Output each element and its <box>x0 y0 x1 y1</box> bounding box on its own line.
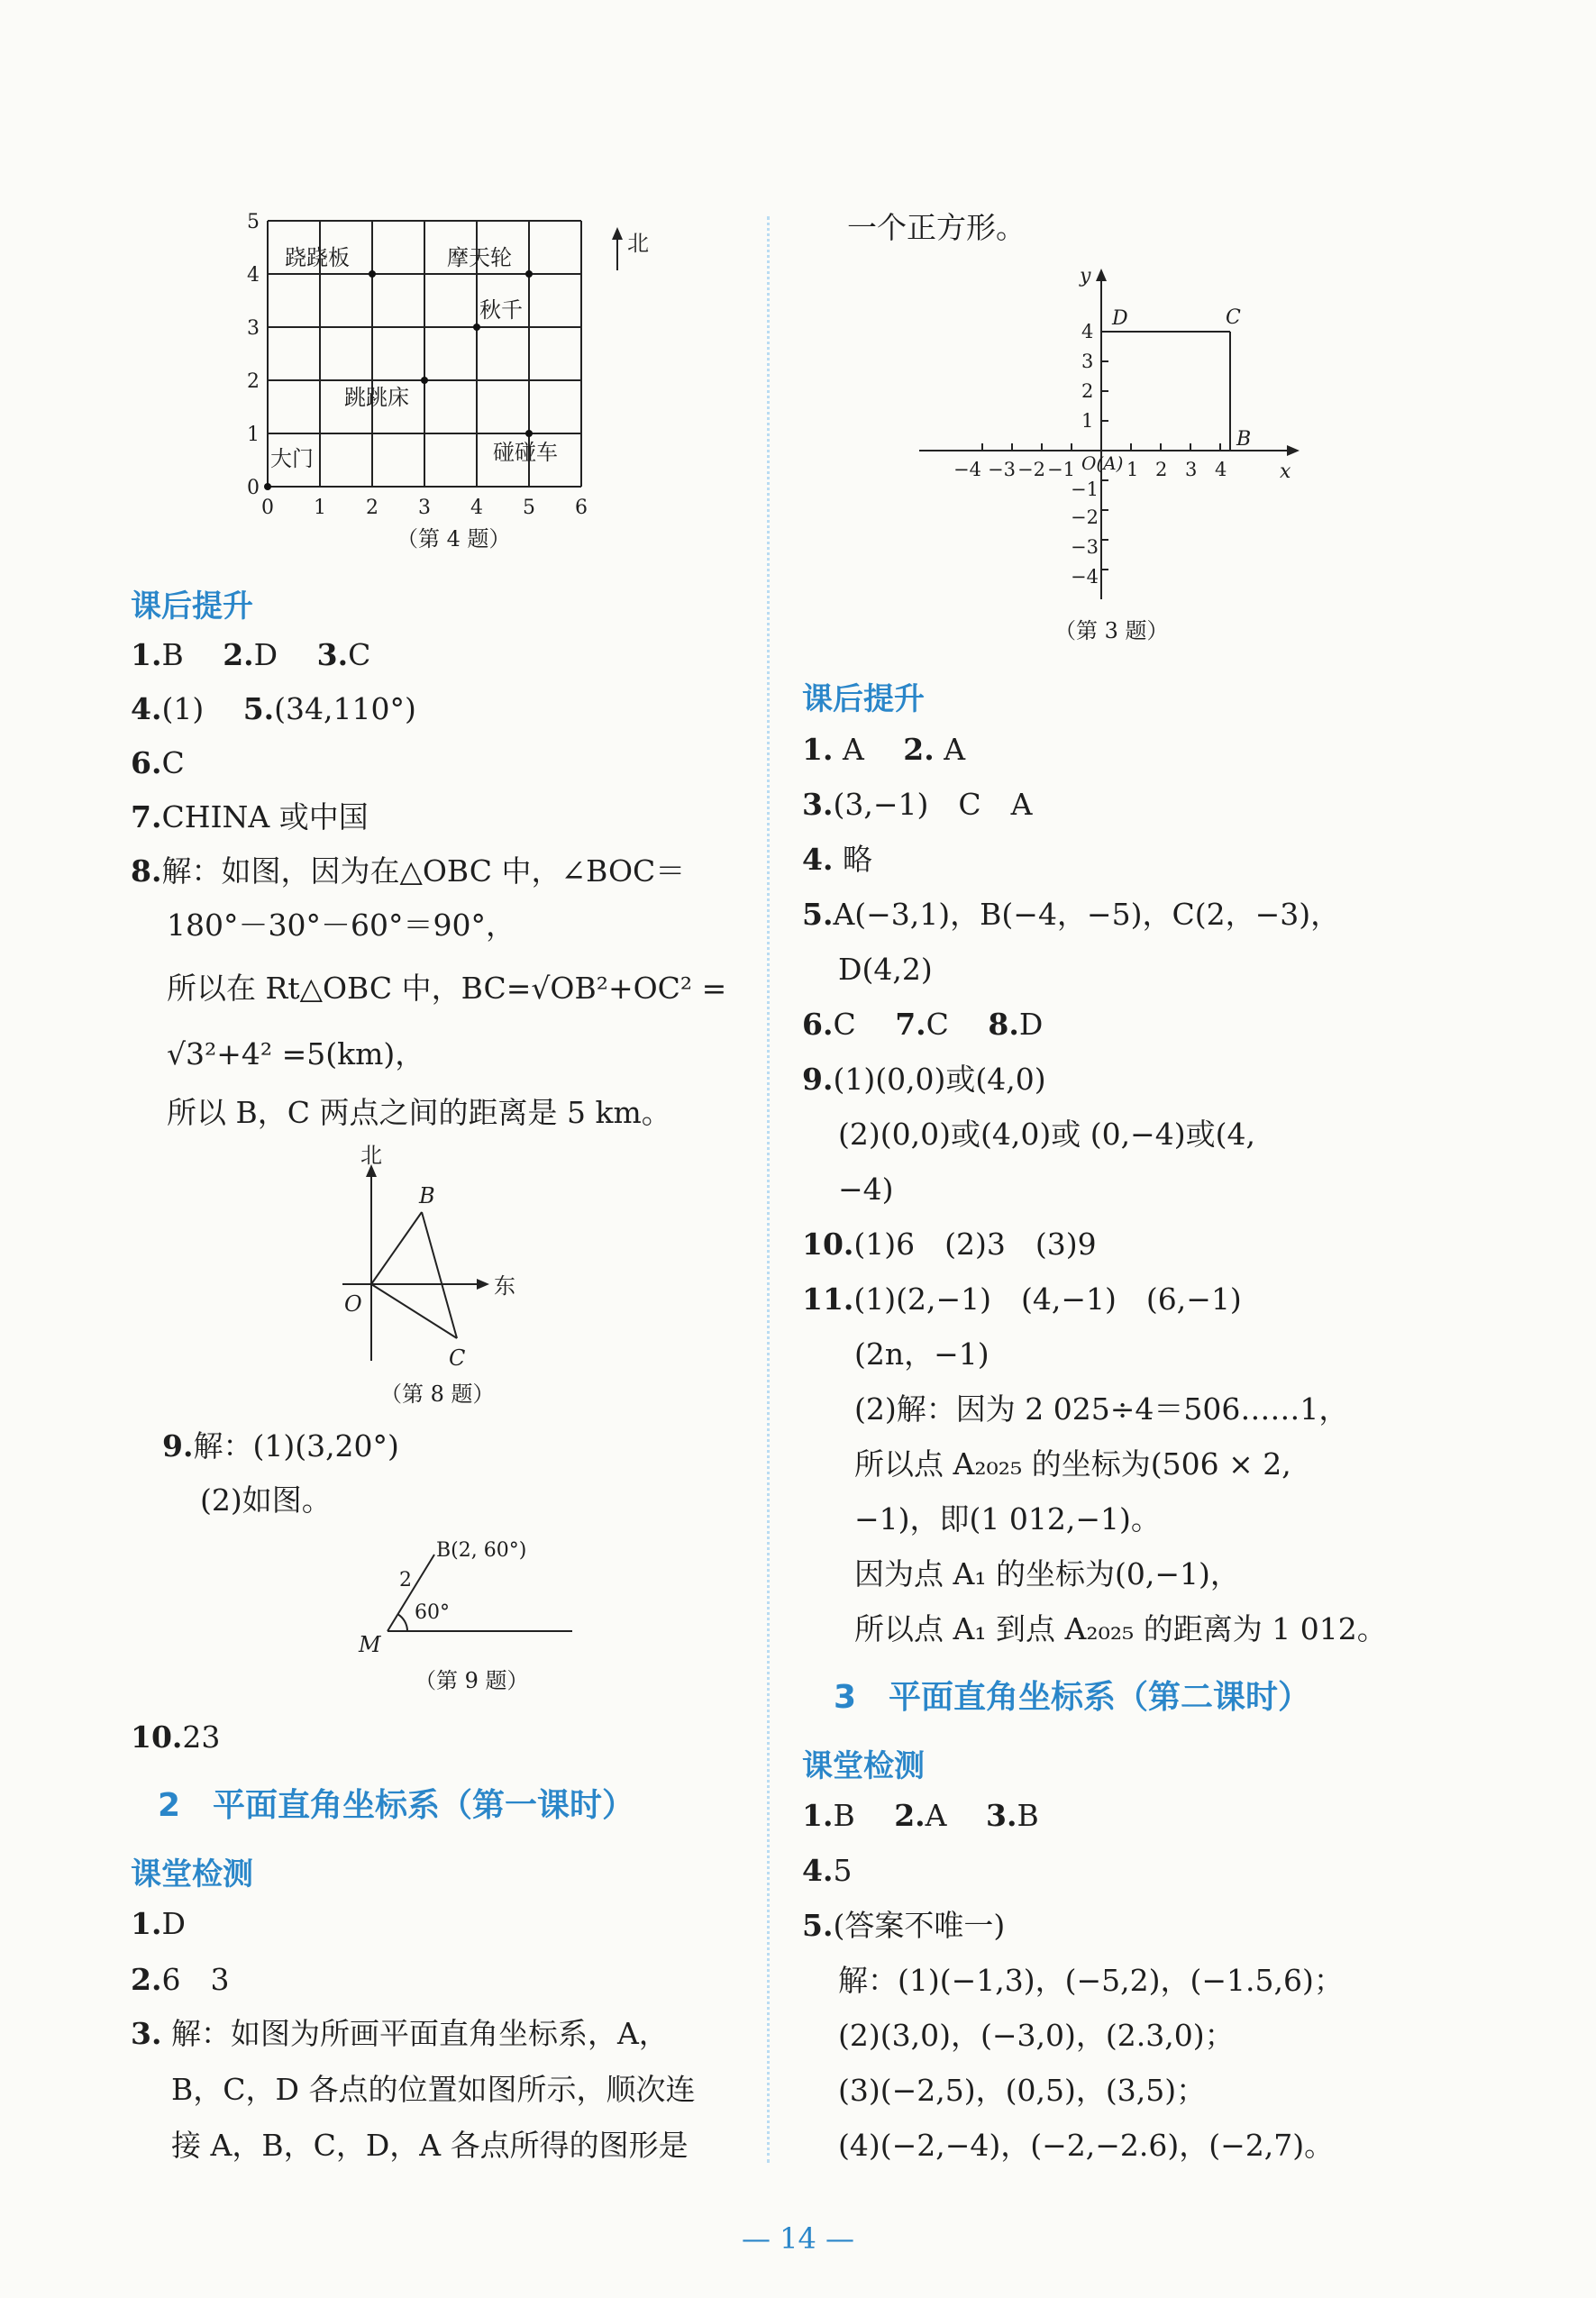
q8-line-5: 所以 B，C 两点之间的距离是 5 km。 <box>167 1095 671 1130</box>
q8-line-3: 所以在 Rt△OBC 中，BC=√OB²+OC² = <box>167 971 727 1006</box>
y-tick: 2 <box>247 370 260 393</box>
y-tick: 1 <box>1081 410 1094 432</box>
r-q11-line7: 所以点 A₁ 到点 A₂₀₂₅ 的距离为 1 012。 <box>854 1611 1387 1646</box>
s2-q1: 1.D <box>131 1906 186 1941</box>
angle-label: 60° <box>415 1601 450 1624</box>
point-swing <box>473 324 480 331</box>
x-tick: −2 <box>1017 459 1045 480</box>
x-axis-label: x <box>1280 461 1291 483</box>
r-q9-line2: (2)(0,0)或(4,0)或 (0,−4)或(4, <box>838 1117 1255 1152</box>
r-q10: 10.(1)6 (2)3 (3)9 <box>802 1227 1097 1262</box>
y-tick: 3 <box>1081 351 1094 372</box>
q10: 10.23 <box>131 1719 221 1755</box>
east-label: 东 <box>494 1273 515 1299</box>
label-c: C <box>449 1345 466 1371</box>
y-axis-label: y <box>1080 265 1091 287</box>
q8-line-4: √3²+4² =5(km)， <box>167 1036 425 1071</box>
figure-q3-coordinate-plane <box>910 257 1307 604</box>
s3-q4: 4.5 <box>802 1853 853 1888</box>
column-divider <box>767 216 770 2163</box>
y-tick: 2 <box>1081 380 1094 402</box>
x-tick: 0 <box>261 497 274 519</box>
r-q11-line5: −1)，即(1 012,−1)。 <box>854 1501 1161 1537</box>
y-tick: −2 <box>1071 506 1099 528</box>
origin-label: O(A) <box>1081 452 1124 474</box>
caption-q4: （第 4 题） <box>397 526 511 552</box>
caption-q9: （第 9 题） <box>415 1668 529 1693</box>
place-seesaw: 跷跷板 <box>285 245 350 270</box>
answer-line-6: 6.C <box>131 745 185 780</box>
figure-q8 <box>333 1144 541 1379</box>
r-q11-line3: (2)解：因为 2 025÷4＝506……1， <box>854 1391 1349 1427</box>
x-tick: 3 <box>418 497 431 519</box>
r-q1-q2: 1. A 2. A <box>802 732 966 767</box>
r-q9-line1: 9.(1)(0,0)或(4,0) <box>802 1062 1046 1097</box>
r-q5-line1: 5.A(−3,1)，B(−4，−5)，C(2，−3)， <box>802 897 1341 932</box>
r-q6-q8: 6.C 7.C 8.D <box>802 1007 1044 1042</box>
heading-after-class-right: 课后提升 <box>802 681 925 717</box>
y-tick: 0 <box>247 477 260 499</box>
y-tick: 3 <box>247 317 260 340</box>
y-tick: 4 <box>247 264 260 287</box>
x-tick: 5 <box>523 497 535 519</box>
x-tick: 2 <box>1155 459 1168 480</box>
s2-q2: 2.6 3 <box>131 1962 230 1997</box>
r-q4: 4. 略 <box>802 842 872 877</box>
heading-in-class-check-right: 课堂检测 <box>802 1748 925 1784</box>
r-q11-line1: 11.(1)(2,−1) (4,−1) (6,−1) <box>802 1281 1242 1317</box>
x-tick: 1 <box>314 497 326 519</box>
r-q5-line2: D(4,2) <box>838 952 933 987</box>
point-b-label: B <box>1236 428 1252 451</box>
answer-line-1-3: 1.B 2.D 3.C <box>131 637 371 672</box>
north-label: 北 <box>360 1143 382 1168</box>
r-q9-line3: −4) <box>838 1172 894 1207</box>
x-tick: 4 <box>1215 459 1227 480</box>
y-tick: 1 <box>247 424 260 446</box>
s3-q1-q3: 1.B 2.A 3.B <box>802 1798 1039 1833</box>
r-q11-line4: 所以点 A₂₀₂₅ 的坐标为(506 × 2, <box>854 1446 1291 1482</box>
place-ferris-wheel: 摩天轮 <box>447 245 512 270</box>
point-trampoline <box>421 377 428 384</box>
point-ferris-wheel <box>525 270 533 278</box>
s3-q5-line3: (3)(−2,5)，(0,5)，(3,5)； <box>838 2073 1207 2108</box>
answer-line-4-5: 4.(1) 5.(34,110°) <box>131 691 416 726</box>
place-swing: 秋千 <box>479 297 523 323</box>
answer-line-8: 8.解：如图，因为在△OBC 中，∠BOC＝ <box>131 853 686 889</box>
right-top-line: 一个正方形。 <box>847 210 1026 245</box>
place-trampoline: 跳跳床 <box>344 385 409 410</box>
label-o: O <box>344 1291 362 1317</box>
label-m: M <box>359 1632 381 1657</box>
y-tick: 4 <box>1081 321 1094 342</box>
s3-q5-line2: (2)(3,0)，(−3,0)，(2.3,0)； <box>838 2018 1235 2053</box>
s3-q5-line1: 解：(1)(−1,3)，(−5,2)，(−1.5,6)； <box>838 1963 1344 1998</box>
r-q3: 3.(3,−1) C A <box>802 787 1033 822</box>
x-tick: 3 <box>1185 459 1198 480</box>
s2-q3-line2: B，C，D 各点的位置如图所示，顺次连 <box>171 2072 696 2107</box>
s2-q3-line3: 接 A，B，C，D，A 各点所得的图形是 <box>171 2128 689 2163</box>
label-b: B <box>419 1183 435 1208</box>
y-tick: −1 <box>1071 479 1099 500</box>
point-seesaw <box>369 270 376 278</box>
point-d-label: D <box>1112 307 1128 330</box>
r-q11-line6: 因为点 A₁ 的坐标为(0,−1)， <box>854 1556 1240 1591</box>
x-tick: 1 <box>1126 459 1139 480</box>
place-bumper-car: 碰碰车 <box>493 440 558 465</box>
length-label: 2 <box>399 1569 412 1591</box>
y-tick: −3 <box>1071 536 1099 558</box>
answer-line-7: 7.CHINA 或中国 <box>131 799 369 834</box>
point-bumper-car <box>525 430 533 437</box>
x-tick: 2 <box>366 497 378 519</box>
page-number: — 14 — <box>741 2221 855 2256</box>
y-tick: 5 <box>247 211 260 233</box>
y-tick: −4 <box>1071 566 1099 588</box>
heading-in-class-check-left: 课堂检测 <box>131 1856 253 1892</box>
point-gate <box>264 483 271 490</box>
figure-q4-grid <box>234 207 649 550</box>
x-tick: 4 <box>470 497 483 519</box>
caption-q3: （第 3 题） <box>1054 618 1169 643</box>
x-tick: 6 <box>575 497 588 519</box>
point-c-label: C <box>1226 306 1241 329</box>
north-label: 北 <box>627 231 649 256</box>
q8-line-2: 180°－30°－60°＝90°， <box>167 907 515 943</box>
place-gate: 大门 <box>270 446 314 471</box>
x-tick: −1 <box>1047 459 1075 480</box>
heading-after-class-left: 课后提升 <box>131 588 253 625</box>
section-2-title: 2 平面直角坐标系（第一课时） <box>158 1787 635 1824</box>
point-b-label: B(2, 60°) <box>436 1539 527 1562</box>
caption-q8: （第 8 题） <box>380 1382 495 1407</box>
x-tick: −4 <box>953 459 981 480</box>
section-3-title: 3 平面直角坐标系（第二课时） <box>834 1679 1311 1716</box>
q9-line-2: (2)如图。 <box>200 1482 332 1518</box>
q9-line-1: 9.解：(1)(3,20°) <box>162 1428 399 1464</box>
figure-q9 <box>351 1527 586 1663</box>
s3-q5: 5.(答案不唯一) <box>802 1908 1006 1943</box>
s2-q3-line1: 3. 解：如图为所画平面直角坐标系，A， <box>131 2016 669 2051</box>
r-q11-line2: (2n，−1) <box>854 1336 990 1372</box>
s3-q5-line4: (4)(−2,−4)，(−2,−2.6)，(−2,7)。 <box>838 2128 1335 2163</box>
x-tick: −3 <box>988 459 1016 480</box>
